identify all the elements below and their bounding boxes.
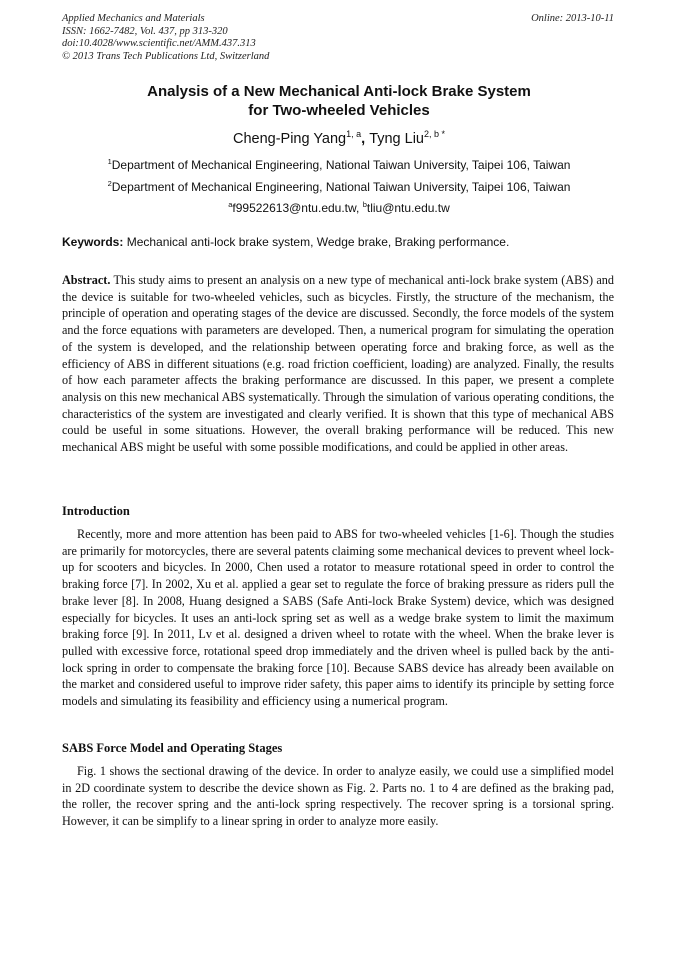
- keywords-text: Mechanical anti-lock brake system, Wedge brake, Braking performance.: [123, 235, 510, 249]
- affiliation-1: [0, 158, 678, 173]
- affiliation-1-mark: 1: [107, 157, 112, 166]
- email-a[interactable]: f99522613@ntu.edu.tw,: [232, 201, 363, 215]
- author-2: Tyng Liu: [369, 131, 425, 147]
- author-1: Cheng-Ping Yang: [232, 131, 347, 147]
- introduction-heading: Introduction: [62, 504, 130, 518]
- affiliation-2-text: Department of Mechanical Engineering, National Taiwan University, Taipei 106, Taiwan: [111, 180, 571, 194]
- author-2-affil-mark: 2, b *: [424, 129, 446, 139]
- sabs-paragraph: Fig. 1 shows the sectional drawing of the device. In order to analyze easily, we could use a simplified model in 2D coordinate system to describe the device shown as Fig. 2. Parts no. 1 to 4 are defined as the braking pad, the roller, the recover spring and the anti-lock spring respectively. The recover spring is a torsional spring. However, it can be simplify to a linear spring in order to analyze more easily.: [62, 764, 614, 829]
- introduction-paragraph: Recently, more and more attention has been paid to ABS for two-wheeled vehicles [1-6]. Though the studies are primarily for motorcycles, there are several patents claiming some mechanical devices to prevent wheel lock-up for scooters and bicycles. In 2000, Chen used a rotator to measure rotational speed in order to control the braking force [7]. In 2002, Xu et al. applied a gear set to regulate the force of braking pressure as riders pull the brake lever [8]. In 2008, Huang designed a SABS (Safe Anti-lock Brake System) device, which was designed especially for bicycles. It uses an anti-lock spring set as well as a wedge brake system to limit the maximum braking force [9]. In 2011, Lv et al. designed a driven wheel to rotate with the wheel. When the brake lever is pulled with excessive force, rotational speed drop immediately and the driven wheel is pulled back by the anti-lock spring in order to compensate the braking force [10]. Because SABS device has already been available on the market and considered useful to improve rider safety, this paper aims to identify its principle by setting force models and simulating its feasibility and efficiency using a numerical program.: [62, 527, 614, 709]
- title-line-2: for Two-wheeled Vehicles: [248, 102, 430, 119]
- affiliation-1-text: Department of Mechanical Engineering, National Taiwan University, Taipei 106, Taiwan: [111, 158, 571, 172]
- affiliation-2-mark: 2: [107, 179, 112, 188]
- title-line-1: Analysis of a New Mechanical Anti-lock Brake System: [147, 83, 531, 100]
- abstract-text: This study aims to present an analysis on a new type of mechanical anti-lock brake system (ABS) and the device is suitable for two-wheeled vehicles, such as bicycles. Firstly, the structure of the mechanism, the principle of operation and operating stages of the device are discussed. Secondly, the force models of the system and the force equations with parameters are developed. Then, a numerical program for simulating the operation of the system is developed, and the relationship between operating force and braking force, as well as the efficiency of ABS in different situations (e.g. road friction coefficient, loading) are analyzed. Finally, the results of how each parameter affects the braking performance are discussed. In this paper, we present a complete analysis on this new mechanical ABS systematically. Through the simulation of various operating conditions, the characteristics of the system are investigated and clearly verified. It is shown that this type of mechanical ABS could be useful in some situations. However, the overall braking performance will be reduced. This new mechanical ABS might be useful with some possible modifications, and could be applied in other areas.: [62, 273, 614, 455]
- paper-title: [0, 82, 678, 120]
- sabs-heading: SABS Force Model and Operating Stages: [62, 741, 283, 755]
- author-1-affil-mark: 1, a: [346, 129, 362, 139]
- author-line: [0, 130, 678, 148]
- journal-header: [62, 13, 269, 63]
- journal-name: Applied Mechanics and Materials: [62, 13, 205, 24]
- affiliation-2: [0, 180, 678, 195]
- email-b-mark: b: [362, 200, 367, 209]
- online-date: Online: 2013-10-11: [531, 13, 614, 24]
- keywords: [62, 235, 622, 250]
- copyright-line: © 2013 Trans Tech Publications Ltd, Switzerland: [62, 50, 270, 62]
- email-a-mark: a: [228, 200, 233, 209]
- abstract: [62, 272, 614, 456]
- author-separator: ,: [361, 131, 370, 147]
- email-b[interactable]: tliu@ntu.edu.tw: [366, 201, 450, 215]
- abstract-label: Abstract.: [62, 273, 111, 287]
- doi-line: doi:10.4028/www.scientific.net/AMM.437.313: [62, 38, 256, 49]
- email-line: [0, 201, 678, 216]
- issn-line: ISSN: 1662-7482, Vol. 437, pp 313-320: [62, 25, 228, 37]
- keywords-label: Keywords:: [62, 235, 124, 249]
